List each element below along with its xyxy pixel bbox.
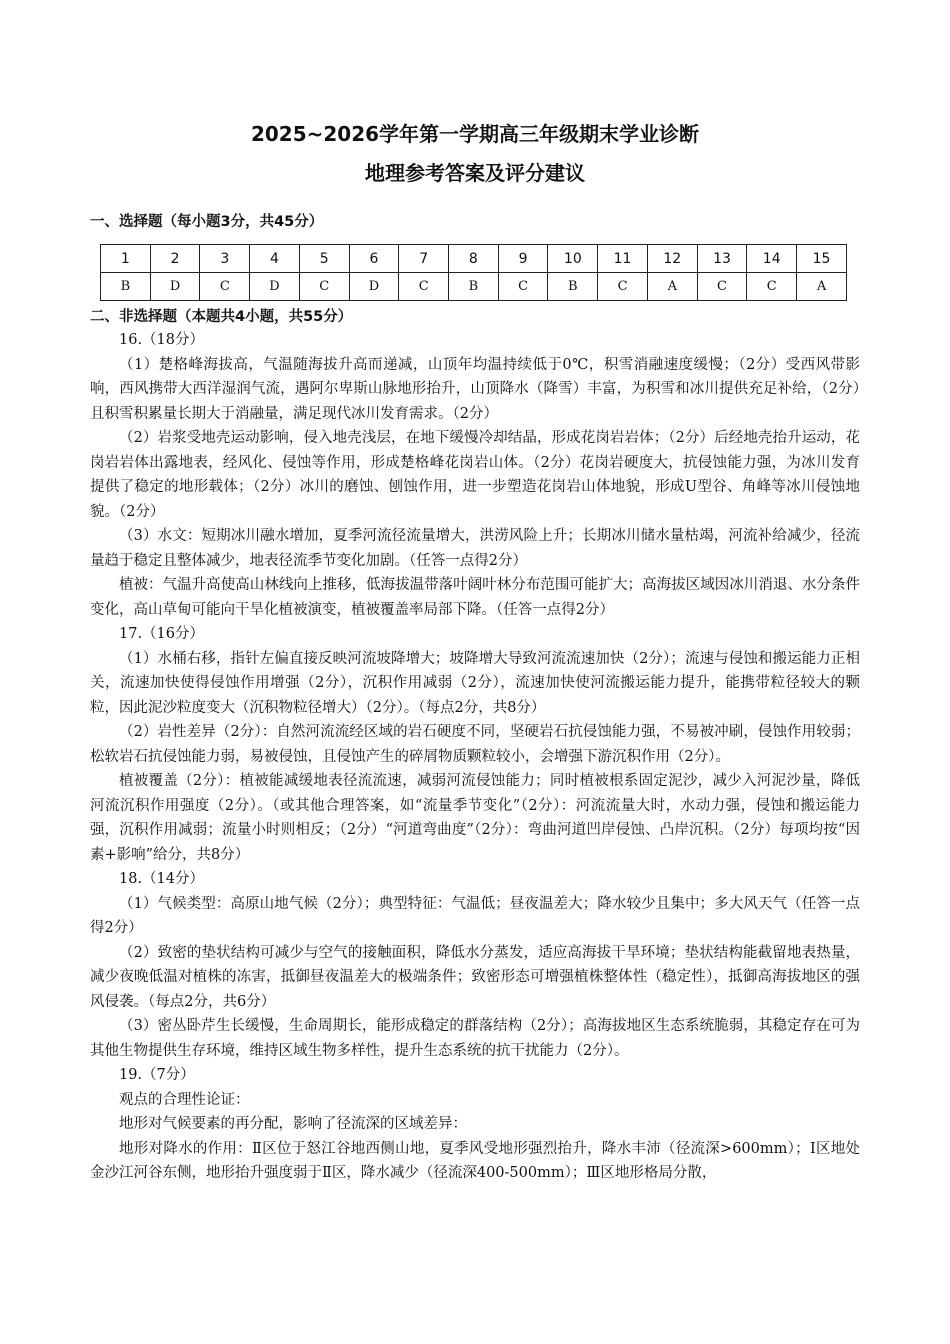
question-number-cell: 14 [747,245,797,273]
answer-cell: A [647,273,697,301]
answer-cell: B [548,273,598,301]
answer-cell: C [598,273,648,301]
answer-cell: B [449,273,499,301]
section-heading-choice: 一、选择题（每小题3分，共45分） [90,214,324,230]
question-number-cell: 11 [598,245,648,273]
answer-cell: D [150,273,200,301]
answer-paragraph: 地形对气候要素的再分配，影响了径流深的区域差异： [119,1116,467,1132]
question-number-cell: 13 [697,245,747,273]
answer-paragraph: （2）岩浆受地壳运动影响，侵入地壳浅层，在地下缓慢冷却结晶，形成花岗岩岩体；（2分）后经地壳抬升运动，花岗岩岩体出露地表，经风化、侵蚀等作用，形成楚格峰花岗岩山体。（2分）花岗岩硬度大，抗侵蚀能力强，为冰川发育提供了稳定的地形载体；（2分）冰川的磨蚀、刨蚀作用，进一步塑造花岗岩山体地貌，形成U型谷、角峰等冰川侵蚀地貌。（2分） [90,430,860,520]
document-subtitle: 地理参考答案及评分建议 [365,161,585,185]
answer-cell: C [498,273,548,301]
question-number-cell: 15 [797,245,847,273]
question-number-cell: 3 [200,245,250,273]
answer-paragraph: （1）气候类型：高原山地气候（2分）；典型特征：气温低；昼夜温差大；降水较少且集中；多大风天气（任答一点得2分） [90,895,860,936]
answer-cell: D [250,273,300,301]
question-number-cell: 12 [647,245,697,273]
answer-paragraph: （1）楚格峰海拔高，气温随海拔升高而递减，山顶年均温持续低于0℃，积雪消融速度缓慢；（2分）受西风带影响，西风携带大西洋湿润气流，遇阿尔卑斯山脉地形抬升，山顶降水（降雪）丰富，为积雪和冰川提供充足补给，（2分）且积雪积累量长期大于消融量，满足现代冰川发育需求。（2分） [90,356,860,422]
question-number-cell: 4 [250,245,300,273]
answer-paragraph: （3）密丛卧芹生长缓慢，生命周期长，能形成稳定的群落结构（2分）；高海拔地区生态系统脆弱，其稳定存在可为其他生物提供生存环境，维持区域生物多样性，提升生态系统的抗干扰能力（2分）。 [90,1018,860,1059]
answer-paragraph: （2）致密的垫状结构可减少与空气的接触面积，降低水分蒸发，适应高海拔干旱环境；垫状结构能截留地表热量，减少夜晚低温对植株的冻害，抵御昼夜温差大的极端条件；致密形态可增强植株整体性（稳定性），抵御高海拔地区的强风侵袭。（每点2分，共6分） [90,944,860,1010]
answer-paragraph: 17.（16分） [119,626,205,642]
question-number-cell: 6 [349,245,399,273]
answer-paragraph: 16.（18分） [119,332,205,348]
answer-paragraph: 19.（7分） [119,1067,195,1083]
question-number-cell: 9 [498,245,548,273]
question-number-cell: 10 [548,245,598,273]
answer-cell: C [697,273,747,301]
answer-paragraph: 18.（14分） [119,871,205,887]
answer-cell: A [797,273,847,301]
question-number-cell: 1 [101,245,151,273]
document-title: 2025~2026学年第一学期高三年级期末学业诊断 [250,122,700,146]
answer-cell: C [747,273,797,301]
answer-body [90,328,860,1186]
question-number-cell: 5 [299,245,349,273]
answer-cell: D [349,273,399,301]
answer-paragraph: 植被：气温升高使高山林线向上推移，低海拔温带落叶阔叶林分布范围可能扩大；高海拔区域因冰川消退、水分条件变化，高山草甸可能向干旱化植被演变，植被覆盖率局部下降。（任答一点得2分） [90,577,860,618]
answer-cell: B [101,273,151,301]
answer-table-number-row [101,245,847,273]
answer-paragraph: （3）水文：短期冰川融水增加，夏季河流径流量增大，洪涝风险上升；长期冰川储水量枯竭，河流补给减少，径流量趋于稳定且整体减少，地表径流季节变化加剧。（任答一点得2分） [90,528,860,569]
answer-cell: C [200,273,250,301]
answer-cell: C [299,273,349,301]
section-heading-nonchoice: 二、非选择题（本题共4小题，共55分） [90,309,353,325]
question-number-cell: 7 [399,245,449,273]
answer-paragraph: 观点的合理性论证： [119,1091,250,1108]
answer-paragraph: （2）岩性差异（2分）：自然河流流经区域的岩石硬度不同，坚硬岩石抗侵蚀能力强，不易被冲刷，侵蚀作用较弱；松软岩石抗侵蚀能力弱，易被侵蚀，且侵蚀产生的碎屑物质颗粒较小，会增强下游沉积作用（2分）。 [90,724,860,765]
answer-table-answer-row [101,273,847,301]
answer-table [100,244,847,301]
answer-paragraph: 地形对降水的作用：Ⅱ区位于怒江谷地西侧山地，夏季风受地形强烈抬升，降水丰沛（径流深>600mm）；Ⅰ区地处金沙江河谷东侧，地形抬升强度弱于Ⅱ区，降水减少（径流深400-500mm）；Ⅲ区地形格局分散， [90,1140,860,1181]
question-number-cell: 2 [150,245,200,273]
question-number-cell: 8 [449,245,499,273]
answer-paragraph: 植被覆盖（2分）：植被能减缓地表径流流速，减弱河流侵蚀能力；同时植被根系固定泥沙，减少入河泥沙量，降低河流沉积作用强度（2分）。（或其他合理答案，如“流量季节变化”（2分）：河流流量大时，水动力强，侵蚀和搬运能力强，沉积作用减弱；流量小时则相反；（2分）“河道弯曲度”（2分）：弯曲河道凹岸侵蚀、凸岸沉积。（2分）每项均按“因素+影响”给分，共8分） [90,773,860,863]
answer-paragraph: （1）水桶右移，指针左偏直接反映河流坡降增大；坡降增大导致河流流速加快（2分）；流速与侵蚀和搬运能力正相关，流速加快使得侵蚀作用增强（2分），沉积作用减弱（2分），流速加快使河流搬运能力提升，能携带粒径较大的颗粒，因此泥沙粒度变大（沉积物粒径增大）（2分）。（每点2分，共8分） [90,650,860,716]
answer-cell: C [399,273,449,301]
